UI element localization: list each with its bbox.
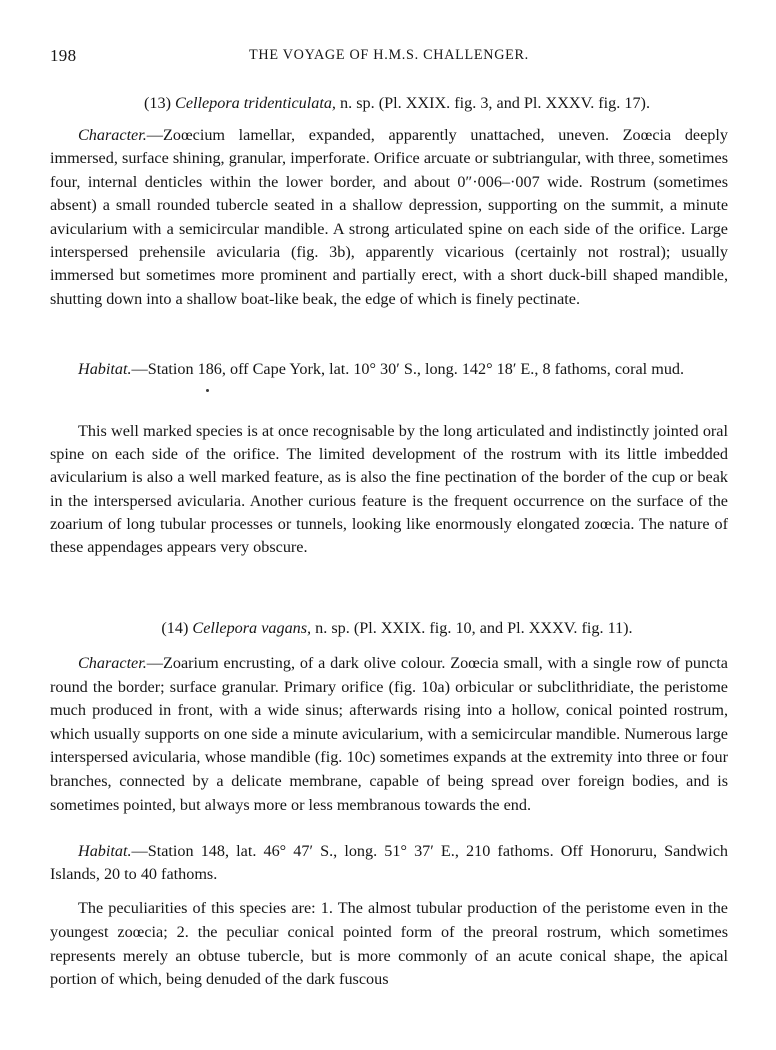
entry-14-character-label: Character. <box>78 654 147 672</box>
entry-13-character-text: —Zoœcium lamellar, expanded, apparently unattached, uneven. Zoœcia deeply immersed, surface shining, granular, imperforate. Orifice arcuate or subtriangular, with three, sometimes four, internal denticles within the lower border, and about 0″·006–·007 wide. Rostrum (sometimes absent) a small rounded tubercle seated in a shallow depression, supporting on the summit, a minute avicularium with a semicircular mandible. A strong articulated spine on each side of the orifice. Large interspersed prehensile avicularia (fig. 3b), apparently vicarious (certainly not rostral); usually immersed but sometimes more prominent and partially erect, with a short duck-bill shaped mandible, shutting down into a shallow boat-like beak, the edge of which is finely pectinate. <box>50 126 728 308</box>
entry-14-character-text: —Zoarium encrusting, of a dark olive colour. Zoœcia small, with a single row of puncta round the border; surface granular. Primary orifice (fig. 10a) orbicular or subclithridiate, the peristome much produced in front, with a wide sinus; afterwards rising into a hollow, conical pointed rostrum, which usually supports on one side a minute avicularium, with a semicircular mandible. Numerous large interspersed avicularia, whose mandible (fig. 10c) sometimes expands at the extremity into three or four branches, connected by a delicate membrane, capable of being spread over foreign bodies, and is sometimes pointed, but always more or less membranous towards the end. <box>50 654 728 814</box>
entry-14-discussion-paragraph: The peculiarities of this species are: 1. The almost tubular production of the peristome even in the youngest zoœcia; 2. the peculiar conical pointed form of the preoral rostrum, which sometimes represents merely an obtuse tubercle, but is more commonly of an acute conical shape, the apical portion of which, being denuded of the dark fuscous <box>50 899 728 989</box>
entry-14-habitat-text: —Station 148, lat. 46° 47′ S., long. 51° 37′ E., 210 fathoms. Off Honoruru, Sandwich Islands, 20 to 40 fathoms. <box>50 842 728 884</box>
page-number: 198 <box>50 46 77 65</box>
entry-13-character-paragraph <box>50 124 728 311</box>
entry-13-habitat-paragraph <box>50 358 728 381</box>
ink-speck <box>206 389 209 392</box>
entry-14-heading <box>50 617 736 640</box>
entry-13-discussion-paragraph: This well marked species is at once recognisable by the long articulated and indistinctly jointed oral spine on each side of the orifice. The limited development of the rostrum with its little imbedded avicularium is also a well marked feature, as is also the fine pectination of the border of the cup or beak in the interspersed avicularia. Another curious feature is the frequent occurrence on the surface of the zoarium of long tubular processes or tunnels, looking like enormously elongated zoœcia. The nature of these appendages appears very obscure. <box>50 422 728 557</box>
running-title: THE VOYAGE OF H.M.S. CHALLENGER. <box>249 47 529 63</box>
entry-14-character-paragraph <box>50 652 728 817</box>
entry-13-habitat-label: Habitat. <box>78 360 132 378</box>
entry-13-species-name: Cellepora tridenticulata, <box>175 94 336 112</box>
entry-14-habitat-paragraph <box>50 840 728 887</box>
entry-13-habitat-text: —Station 186, off Cape York, lat. 10° 30′ S., long. 142° 18′ E., 8 fathoms, coral mud. <box>131 360 685 378</box>
entry-13-character-label: Character. <box>78 126 147 144</box>
entry-14-number: (14) <box>161 619 189 637</box>
entry-13-number: (13) <box>144 94 171 112</box>
entry-14-heading-rest: n. sp. (Pl. XXIX. fig. 10, and Pl. XXXV. fig. 11). <box>315 619 633 637</box>
entry-13-heading <box>50 92 736 115</box>
entry-14-species-name: Cellepora vagans, <box>192 619 312 637</box>
entry-14-habitat-label: Habitat. <box>78 842 132 860</box>
running-head <box>50 46 728 68</box>
entry-13-heading-rest: n. sp. (Pl. XXIX. fig. 3, and Pl. XXXV. fig. 17). <box>340 94 650 112</box>
